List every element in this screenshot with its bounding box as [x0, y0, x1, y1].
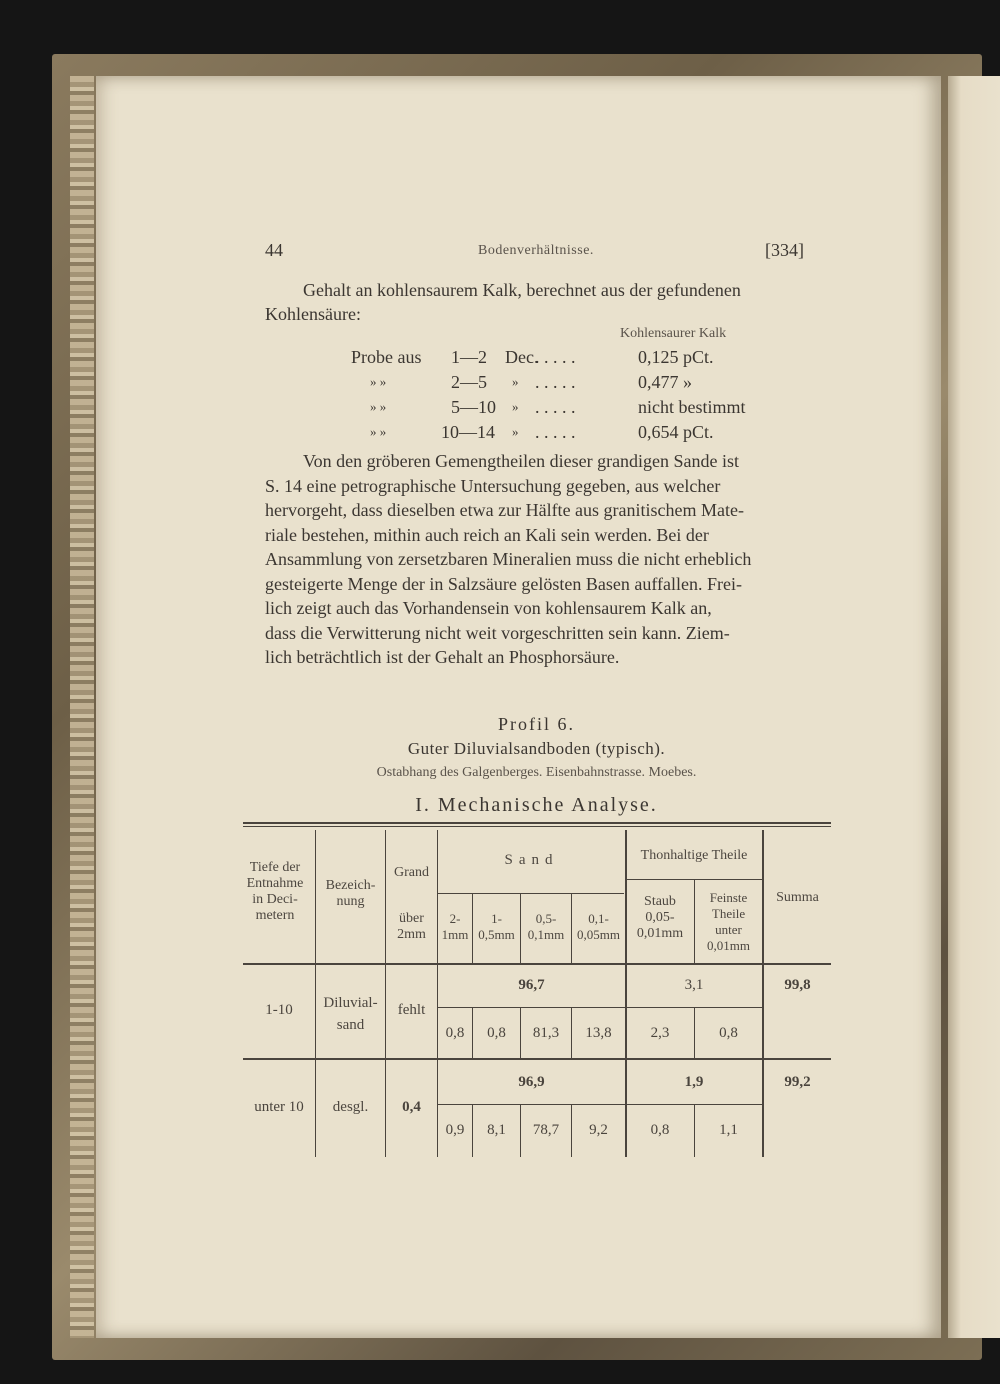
row2-depth: unter 10 [254, 1099, 304, 1115]
row1-designation-line: Diluvial- [323, 995, 378, 1011]
paragraph-line: S. 14 eine petrographische Untersuchung gegeben, aus welcher [265, 475, 721, 496]
row2-sand-total: 96,9 [518, 1074, 545, 1090]
paragraph-line: lich beträchtlich ist der Gehalt an Phosphorsäure. [265, 647, 620, 667]
table-rule-row1 [243, 1058, 831, 1060]
row1-designation-line: sand [336, 1017, 365, 1033]
header-sand-col-top: 2- [449, 911, 461, 926]
row2-sand-value: 0,9 [445, 1122, 465, 1138]
profile-subtitle: Guter Diluvialsandboden (typisch). [407, 739, 666, 758]
header-designation-line: Bezeich- [325, 878, 376, 893]
carbonate-unit: » [512, 424, 519, 439]
paragraph-line: lich zeigt auch das Vorhandensein von kohlensaurem Kalk an, [265, 598, 712, 618]
paragraph-line: Von den gröberen Gemengtheilen dieser grandigen Sande ist [303, 451, 740, 471]
header-dust-line: 0,05- [645, 910, 675, 925]
carbonate-prefix: » » [370, 424, 387, 439]
row1-designation [316, 992, 385, 1036]
header-depth-line: metern [255, 908, 295, 923]
carbonate-unit: » [512, 399, 519, 414]
analysis-table [243, 822, 831, 1157]
row1-sand-total: 96,7 [518, 977, 545, 993]
header-sum: Summa [776, 890, 819, 905]
carbonate-range: 2—5 [451, 372, 487, 392]
header-sand-col-top: 0,5- [535, 911, 557, 926]
row2-designation-line: desgl. [332, 1099, 369, 1115]
header-sand: Sand [504, 852, 559, 868]
marbled-edge [70, 76, 94, 1338]
carbonate-dots: . . . . . [535, 372, 576, 392]
header-depth-line: in Deci- [252, 892, 298, 907]
row1-subrule [438, 1007, 762, 1008]
header-sand-col [473, 911, 520, 943]
header-sand-col-bottom: 1mm [441, 927, 469, 942]
profile-location: Ostabhang des Galgenberges. Eisenbahnstrasse. Moebes. [376, 765, 697, 780]
header-sand-col [572, 911, 625, 943]
header-dust-line: 0,01mm [636, 926, 684, 941]
row1-depth: 1-10 [265, 1002, 293, 1018]
row2-sand-value: 78,7 [532, 1122, 560, 1138]
section-title: I. Mechanische Analyse. [415, 794, 658, 816]
profile-title: Profil 6. [497, 714, 575, 734]
row2-designation [316, 1099, 385, 1115]
header-depth [235, 860, 315, 924]
carbonate-dots: . . . . . [535, 397, 576, 417]
intro-line-1-text: Gehalt an kohlensaurem Kalk, berechnet aus der gefundenen [303, 280, 741, 300]
row1-sand-value: 81,3 [532, 1025, 560, 1041]
header-finest-line: 0,01mm [707, 938, 750, 953]
facing-page-edge [948, 76, 1000, 1338]
table-rule-top [243, 822, 831, 824]
row2-sum: 99,2 [784, 1074, 811, 1090]
header-depth-line: Tiefe der [249, 860, 301, 875]
header-dust-line: Staub [644, 894, 676, 909]
header-finest-line: Feinste [709, 890, 748, 905]
carbonate-unit: Dec. [505, 347, 539, 367]
row2-grand: 0,4 [402, 1099, 421, 1115]
sand-subrule [438, 893, 624, 894]
row1-clay-value: 2,3 [650, 1025, 670, 1041]
header-finest-line: unter [715, 922, 742, 937]
row1-clay-total: 3,1 [684, 977, 704, 993]
header-sand-col-top: 1- [491, 911, 502, 926]
paragraph-line: dass die Verwitterung nicht weit vorgeschritten sein kann. Ziem- [265, 622, 730, 643]
paragraph-line: riale bestehen, mithin auch reich an Kali sein werden. Bei der [265, 524, 709, 545]
table-rule-top-2 [243, 826, 831, 827]
carbonate-prefix: » » [370, 399, 387, 414]
carbonate-value: 0,125 pCt. [638, 347, 714, 367]
header-grand: Grand [394, 865, 429, 880]
table-rule-header [243, 963, 831, 965]
carbonate-value: 0,654 pCt. [638, 422, 714, 442]
row2-sand-value: 9,2 [589, 1122, 608, 1138]
row2-subrule [438, 1104, 762, 1105]
header-sand-col-top: 0,1- [588, 911, 609, 926]
carbonate-value: nicht bestimmt [638, 397, 746, 417]
row2-sand-value: 8,1 [487, 1122, 506, 1138]
header-grand-sub-unit: 2mm [397, 927, 426, 942]
row1-clay-value: 0,8 [719, 1025, 738, 1041]
row1-sand-value: 0,8 [487, 1025, 506, 1041]
row1-sand-value: 0,8 [445, 1025, 465, 1041]
header-clay: Thonhaltige Theile [640, 848, 748, 863]
carbonate-prefix: » » [370, 374, 387, 389]
header-depth-line: Entnahme [246, 876, 304, 891]
paragraph [265, 449, 808, 670]
header-dust [626, 894, 694, 942]
header-grand-sub [386, 911, 437, 943]
intro-line-1 [265, 278, 808, 303]
row2-clay-value: 1,1 [719, 1122, 738, 1138]
paragraph-line: hervorgeht, dass dieselben etwa zur Hälfte aus granitischem Mate- [265, 500, 744, 520]
carbonate-unit: » [512, 374, 519, 389]
paragraph-line: Ansammlung von zersetzbaren Mineralien muss die nicht erheblich [265, 549, 752, 569]
header-finest [695, 890, 762, 954]
carbonate-range: 10—14 [441, 422, 495, 442]
carbonate-column-header: Kohlensaurer Kalk [620, 326, 727, 341]
carbonate-dots: . . . . . [535, 422, 576, 442]
carbonate-range: 1—2 [451, 347, 487, 367]
row1-grand: fehlt [397, 1002, 426, 1018]
carbonate-value: 0,477 » [638, 372, 692, 392]
intro-line-2: Kohlensäure: [265, 304, 361, 324]
header-sand-col [521, 911, 571, 943]
page-number: 44 [265, 240, 283, 260]
row1-sum: 99,8 [784, 977, 811, 993]
carbonate-prefix: Probe aus [351, 347, 422, 367]
header-sand-col-bottom: 0,05mm [577, 927, 620, 942]
row2-clay-total: 1,9 [684, 1074, 704, 1090]
row2-clay-value: 0,8 [650, 1122, 670, 1138]
header-finest-line: Theile [711, 906, 746, 921]
bracket-number: [334] [765, 240, 804, 260]
header-designation-line: nung [336, 894, 365, 909]
header-sand-col-bottom: 0,1mm [527, 927, 565, 942]
header-designation [316, 878, 385, 910]
header-grand-sub-label: über [399, 911, 424, 926]
paragraph-line: gesteigerte Menge der in Salzsäure gelösten Basen auffallen. Frei- [265, 573, 742, 594]
carbonate-range: 5—10 [451, 397, 496, 417]
header-sand-col-bottom: 0,5mm [478, 927, 515, 942]
running-title: Bodenverhältnisse. [478, 243, 594, 258]
header-sand-col [438, 911, 472, 943]
carbonate-dots: . . . . . [535, 347, 576, 367]
row1-sand-value: 13,8 [585, 1025, 612, 1041]
